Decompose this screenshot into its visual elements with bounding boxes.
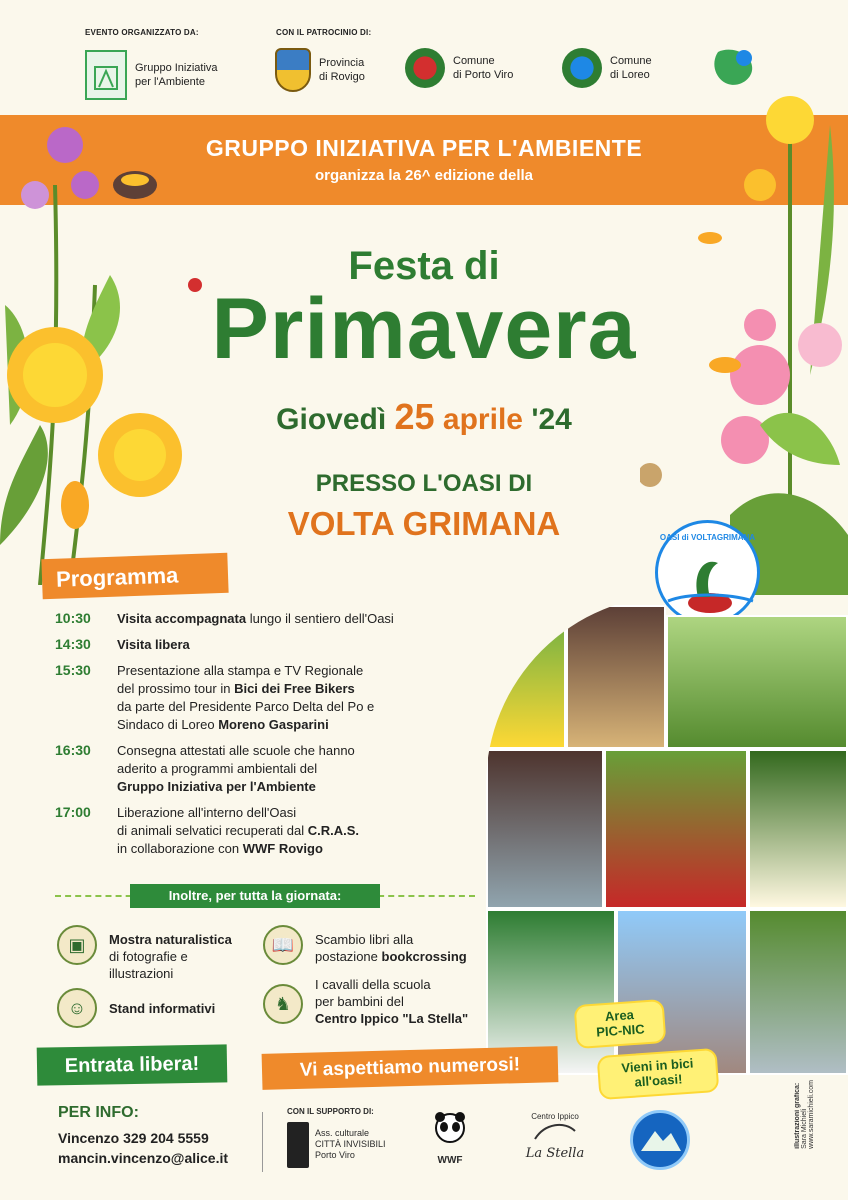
extra-cavalli-line1: I cavalli della scuola xyxy=(315,977,431,992)
organizer-line1: Gruppo Iniziativa xyxy=(135,62,218,74)
organizer-emblem-icon xyxy=(85,50,127,100)
citta-line1: Ass. culturale xyxy=(315,1128,370,1138)
program-line xyxy=(117,680,374,698)
credit-line2: Sara Michieli xyxy=(801,1108,808,1149)
bici-badge xyxy=(597,1048,720,1100)
support-label: CON IL SUPPORTO DI: xyxy=(287,1107,374,1116)
bici-line1: Vieni in bici xyxy=(620,1055,694,1076)
oasi-logo-text: OASI di VOLTAGRIMANA xyxy=(659,533,756,542)
program-line-bold: Moreno Gasparini xyxy=(218,717,329,732)
photo-crowd xyxy=(666,615,848,749)
program-line xyxy=(117,760,355,778)
bici-emozioni-logo xyxy=(630,1110,690,1170)
loreo-line1: Comune xyxy=(610,55,652,67)
program-line-text: Liberazione all'interno dell'Oasi xyxy=(117,805,297,820)
info-divider xyxy=(262,1112,263,1172)
mountain-icon xyxy=(633,1113,687,1167)
porto-viro-line2: di Porto Viro xyxy=(453,69,514,81)
program-line xyxy=(117,716,374,734)
picnic-badge xyxy=(574,999,667,1049)
extra-item-stand xyxy=(57,988,215,1028)
photo-children xyxy=(604,749,748,909)
event-year: '24 xyxy=(531,403,572,436)
program-description xyxy=(117,804,359,858)
panda-icon xyxy=(432,1110,468,1150)
program-line-text: Presentazione alla stampa e TV Regionale xyxy=(117,663,364,678)
program-time: 15:30 xyxy=(55,662,91,678)
park-logo xyxy=(700,44,762,100)
program-line-text: in collaborazione con xyxy=(117,841,243,856)
program-row xyxy=(55,662,485,734)
event-month: aprile xyxy=(442,403,523,436)
program-line xyxy=(117,662,374,680)
vi-aspettiamo: Vi aspettiamo numerosi! xyxy=(262,1046,559,1090)
program-line xyxy=(117,778,355,796)
extra-mostra-bold: Mostra naturalistica xyxy=(109,932,232,947)
program-line-text: del prossimo tour in xyxy=(117,681,235,696)
extra-mostra-line2: di fotografie e xyxy=(109,949,188,964)
provincia-line2: di Rovigo xyxy=(319,71,365,83)
loreo-logo xyxy=(562,48,652,88)
program-line-bold: Gruppo Iniziativa per l'Ambiente xyxy=(117,779,316,794)
program-row xyxy=(55,610,485,628)
people-icon: ☺ xyxy=(57,988,97,1028)
program-time: 16:30 xyxy=(55,742,91,758)
program-row xyxy=(55,804,485,858)
photo-owl xyxy=(566,605,666,749)
program-time: 10:30 xyxy=(55,610,91,626)
extra-mostra-line3: illustrazioni xyxy=(109,966,174,981)
organizer-logo xyxy=(85,50,218,100)
program-description xyxy=(117,636,190,654)
event-day: Giovedì xyxy=(276,403,387,436)
citta-line2: CITTÀ INVISIBILI xyxy=(315,1139,386,1149)
program-line-text: di animali selvatici recuperati dal xyxy=(117,823,308,838)
program-line-text: aderito a programmi ambientali del xyxy=(117,761,318,776)
wwf-logo xyxy=(430,1110,470,1166)
program-line xyxy=(117,636,190,654)
credit-line1: illustrazioni grafica: xyxy=(794,1082,801,1149)
porto-viro-crest-icon xyxy=(405,48,445,88)
program-line-bold: Bici dei Free Bikers xyxy=(234,681,355,696)
horse-head-icon xyxy=(530,1121,580,1141)
event-title-line1: Festa di xyxy=(348,244,500,288)
photo-frame-icon: ▣ xyxy=(57,925,97,965)
extra-book-bold: bookcrossing xyxy=(381,949,467,964)
organizer-line2: per l'Ambiente xyxy=(135,76,205,88)
programma-title: Programma xyxy=(41,553,228,599)
provincia-line1: Provincia xyxy=(319,57,365,69)
porto-viro-line1: Comune xyxy=(453,55,495,67)
patron-label: CON IL PATROCINIO DI: xyxy=(276,28,372,37)
extra-item-cavalli xyxy=(263,976,468,1027)
loreo-line2: di Loreo xyxy=(610,69,650,81)
program-line-bold: WWF Rovigo xyxy=(242,841,323,856)
entrata-libera: Entrata libera! xyxy=(37,1044,228,1085)
picnic-line2: PIC-NIC xyxy=(595,1021,646,1040)
extra-item-mostra xyxy=(57,925,232,982)
citta-tower-icon xyxy=(287,1122,309,1168)
citta-invisibili-logo xyxy=(287,1122,386,1168)
band-subtitle: organizza la 26^ edizione della xyxy=(315,167,533,184)
horse-icon: ♞ xyxy=(263,984,303,1024)
inoltre-banner: Inoltre, per tutta la giornata: xyxy=(130,884,380,908)
loreo-crest-icon xyxy=(562,48,602,88)
event-presso: PRESSO L'OASI DI xyxy=(315,470,533,497)
provincia-crest-icon xyxy=(275,48,311,92)
citta-line3: Porto Viro xyxy=(315,1150,355,1160)
porto-viro-logo xyxy=(405,48,513,88)
book-icon: 📖 xyxy=(263,925,303,965)
wwf-text: WWF xyxy=(437,1155,463,1166)
extra-book-plain: postazione xyxy=(315,949,382,964)
program-list xyxy=(55,610,485,866)
extra-item-bookcrossing xyxy=(263,925,467,965)
info-title: PER INFO: xyxy=(58,1104,139,1121)
program-time: 17:00 xyxy=(55,804,91,820)
extra-cavalli-line2: per bambini del xyxy=(315,994,404,1009)
bici-line2: all'oasi! xyxy=(634,1071,683,1090)
la-stella-logo xyxy=(515,1112,595,1161)
program-description xyxy=(117,742,355,796)
program-description xyxy=(117,610,394,628)
program-description xyxy=(117,662,374,734)
program-line-text: Sindaco di Loreo xyxy=(117,717,219,732)
program-row xyxy=(55,742,485,796)
info-email: mancin.vincenzo@alice.it xyxy=(58,1150,229,1166)
program-line-bold: Visita libera xyxy=(117,637,190,652)
photo-bee-flowers xyxy=(748,749,848,909)
event-title-line2: Primavera xyxy=(211,281,637,377)
program-line xyxy=(117,698,374,716)
program-line xyxy=(117,610,394,628)
program-line-text: Consegna attestati alle scuole che hanno xyxy=(117,743,355,758)
photo-hoopoe xyxy=(486,749,604,909)
program-line xyxy=(117,742,355,760)
extra-stand-bold: Stand informativi xyxy=(109,1001,216,1016)
program-line-text: da parte del Presidente Parco Delta del Po e xyxy=(117,699,375,714)
program-line-text: lungo il sentiero dell'Oasi xyxy=(246,611,394,626)
stella-top: Centro Ippico xyxy=(531,1112,579,1121)
extra-book-line1: Scambio libri alla xyxy=(315,932,414,947)
program-line xyxy=(117,840,359,858)
provincia-logo xyxy=(275,48,365,92)
program-time: 14:30 xyxy=(55,636,91,652)
stella-name: La Stella xyxy=(525,1146,585,1161)
band-title: GRUPPO INIZIATIVA PER L'AMBIENTE xyxy=(205,135,643,161)
program-line xyxy=(117,822,359,840)
program-line xyxy=(117,804,359,822)
event-date xyxy=(0,396,848,438)
picnic-line1: Area xyxy=(604,1007,635,1025)
event-date-number: 25 xyxy=(394,396,435,437)
photo-yellow-flowers xyxy=(486,625,566,749)
photo-heron xyxy=(748,909,848,1075)
credit-line3: www.saramichieli.com xyxy=(808,1080,815,1149)
program-row xyxy=(55,636,485,654)
illustration-credit xyxy=(794,1080,834,1149)
park-map-icon xyxy=(700,44,762,100)
photo-collage xyxy=(486,595,848,1075)
program-line-bold: C.R.A.S. xyxy=(307,823,360,838)
organized-label: EVENTO ORGANIZZATO DA: xyxy=(85,28,199,37)
event-place: VOLTA GRIMANA xyxy=(287,505,561,542)
program-line-bold: Visita accompagnata xyxy=(117,611,247,626)
info-phone: Vincenzo 329 204 5559 xyxy=(58,1130,209,1146)
extra-cavalli-bold: Centro Ippico "La Stella" xyxy=(315,1011,469,1026)
